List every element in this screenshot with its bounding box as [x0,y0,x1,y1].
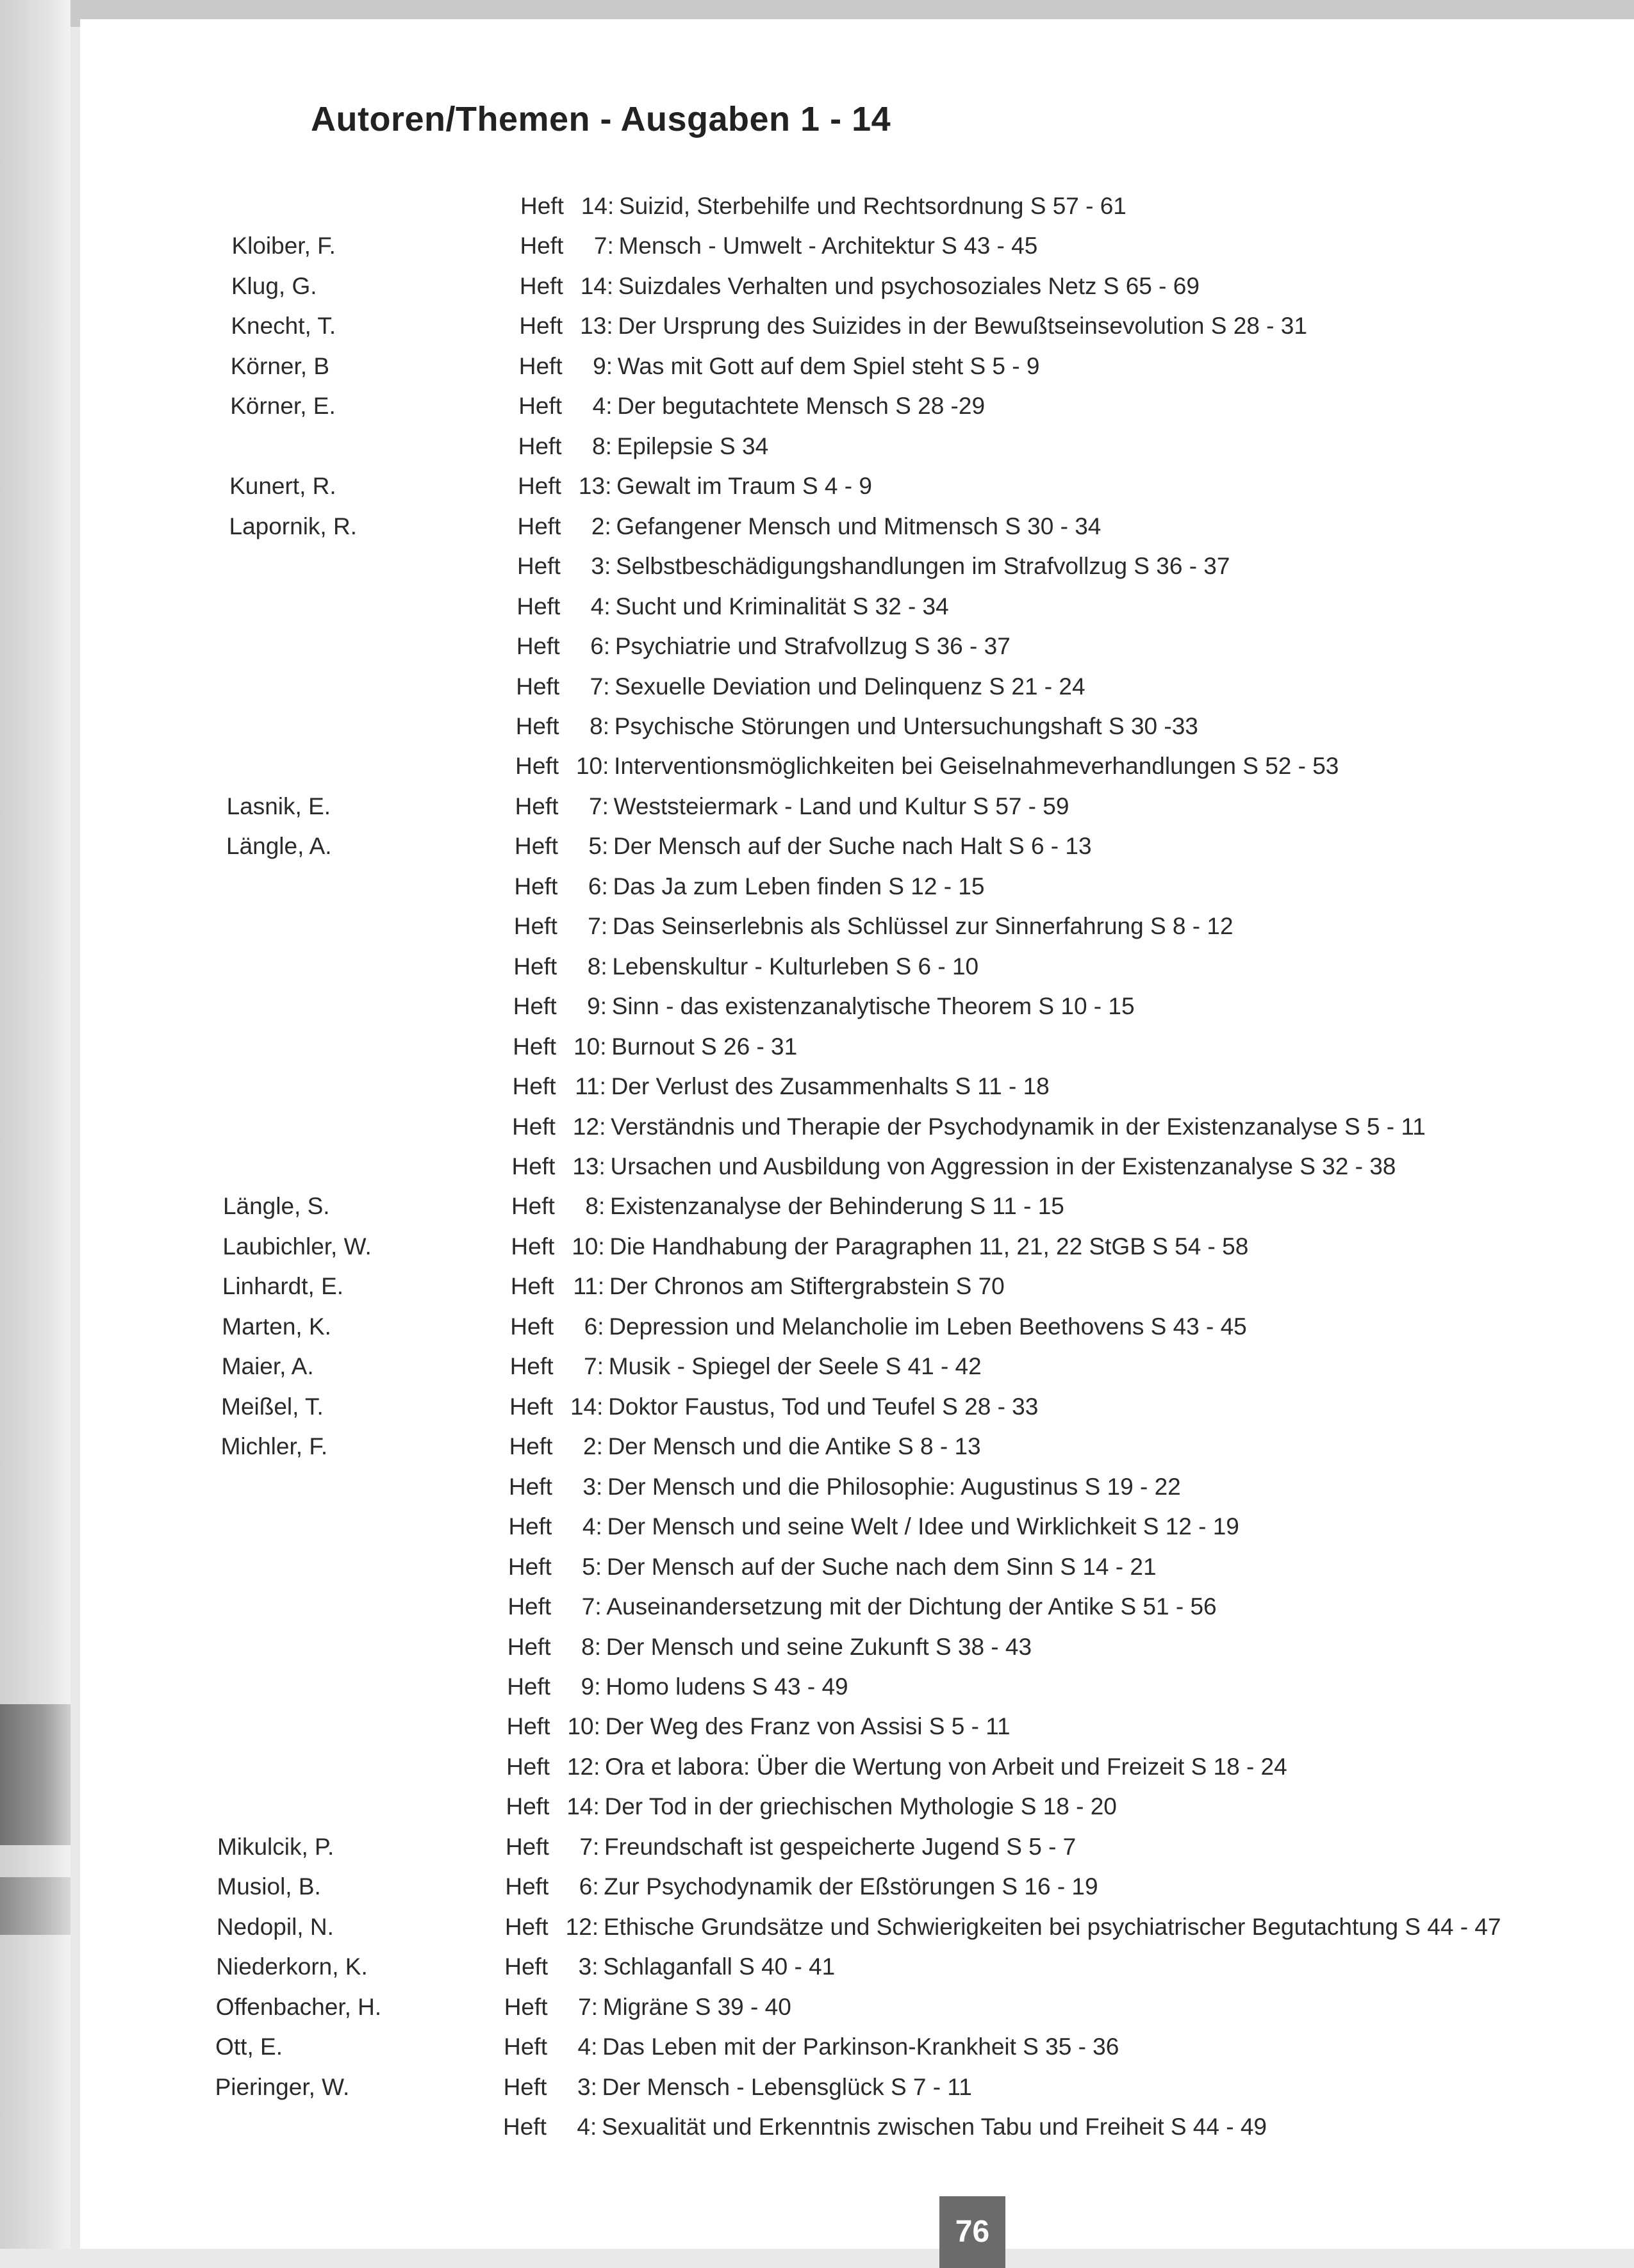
heft-label: Heft [508,1513,552,1540]
heft-number: 8 [587,953,601,980]
heft-label: Heft [509,1353,554,1380]
heft-label: Heft [506,1793,550,1820]
topic-title: Was mit Gott auf dem Spiel steht S 5 - 9 [617,352,1040,379]
author-name: Längle, A. [226,833,332,860]
heft-label: Heft [516,673,560,700]
topic-title: Das Seinserlebnis als Schlüssel zur Sinnerfahrung S 8 - 12 [612,913,1234,940]
issue-entry [518,513,1102,541]
heft-label: Heft [511,1153,556,1179]
document-page [80,19,1634,2249]
topic-title: Weststeiermark - Land und Kultur S 57 - 59 [613,793,1069,819]
issue-entry [520,272,1200,300]
heft-number: 3 [578,1953,592,1980]
separator: : [603,633,611,660]
separator: : [604,513,611,539]
topic-title: Sexuelle Deviation und Delinquenz S 21 - 24 [615,673,1085,700]
topic-title: Depression und Melancholie im Leben Beethovens S 43 - 45 [609,1313,1247,1340]
issue-entry [519,352,1040,381]
heft-number: 7 [581,1593,595,1620]
topic-title: Der Mensch auf der Suche nach dem Sinn S 14 - 21 [606,1553,1157,1580]
heft-number: 14 [581,193,607,219]
issue-entry [518,472,872,500]
topic-title: Der Mensch und seine Welt / Idee und Wirklichkeit S 12 - 19 [607,1513,1239,1540]
issue-entry [513,1072,1050,1101]
topic-title: Mensch - Umwelt - Architektur S 43 - 45 [618,233,1038,259]
heft-number: 8 [585,1193,598,1220]
heft-label: Heft [518,432,562,459]
separator: : [606,393,613,420]
issue-entry [515,793,1069,821]
separator: : [591,1913,599,1940]
topic-title: Sexualität und Erkenntnis zwischen Tabu und Freiheit S 44 - 49 [602,2114,1267,2140]
topic-title: Ora et labora: Über die Wertung von Arbeit und Freizeit S 18 - 24 [605,1753,1287,1780]
separator: : [600,913,608,940]
topic-title: Psychiatrie und Strafvollzug S 36 - 37 [615,633,1011,660]
issue-entry [514,873,984,901]
topic-title: Der Mensch und seine Zukunft S 38 - 43 [606,1633,1032,1660]
heft-number: 13 [578,473,606,500]
topic-title: Existenzanalyse der Behinderung S 11 - 15 [609,1193,1064,1220]
heft-number: 10 [575,753,603,780]
topic-title: Musik - Spiegel der Seele S 41 - 42 [608,1353,982,1380]
issue-entry [509,1393,1038,1421]
issue-entry [504,2033,1119,2061]
author-name: Kloiber, F. [231,233,336,259]
heft-label: Heft [513,913,557,940]
heft-label: Heft [506,1753,550,1780]
heft-label: Heft [518,393,563,420]
heft-number: 3 [577,2073,591,2100]
issue-entry [520,232,1037,260]
issue-entry [512,1153,1396,1181]
heft-number: 10 [572,1233,598,1260]
page-number: 76 [939,2196,1005,2268]
separator: : [600,953,607,980]
author-name: Offenbacher, H. [215,1993,382,2020]
issue-entry [505,1913,1501,1941]
heft-label: Heft [504,1913,549,1940]
issue-entry [508,1593,1216,1621]
separator: : [597,1393,604,1420]
author-name: Körner, E. [230,393,336,420]
author-name: Körner, B [230,352,330,379]
heft-number: 6 [584,1313,598,1340]
separator: : [600,993,607,1020]
heft-number: 7 [578,1993,591,2020]
heft-number: 12 [566,1753,594,1780]
heft-label: Heft [503,2114,547,2140]
separator: : [596,1433,603,1460]
separator: : [607,193,615,219]
topic-title: Gefangener Mensch und Mitmensch S 30 - 34 [616,513,1102,539]
heft-number: 14 [580,272,607,299]
separator: : [593,1713,600,1740]
topic-title: Interventionsmöglichkeiten bei Geiselnahmeverhandlungen S 52 - 53 [614,753,1339,780]
heft-label: Heft [516,593,561,620]
topic-title: Homo ludens S 43 - 49 [606,1673,848,1700]
heft-number: 11 [575,1073,600,1100]
heft-number: 8 [592,432,606,459]
topic-title: Sinn - das existenzanalytische Theorem S 10 - 15 [611,993,1135,1020]
separator: : [604,593,611,620]
author-name: Maier, A. [221,1353,314,1380]
separator: : [597,1353,604,1380]
author-name: Nedopil, N. [216,1913,334,1940]
heft-number: 10 [567,1713,594,1740]
topic-title: Psychische Störungen und Untersuchungshaft S 30 -33 [614,712,1198,739]
issue-entry [513,1033,797,1061]
issue-entry [507,1673,848,1701]
issue-entry [506,1793,1117,1821]
separator: : [595,1553,602,1580]
heft-number: 10 [574,1033,600,1060]
issue-entry [515,752,1339,780]
heft-label: Heft [513,953,557,980]
topic-title: Die Handhabung der Paragraphen 11, 21, 22 StGB S 54 - 58 [609,1233,1249,1260]
issue-entry [512,1113,1426,1141]
topic-title: Freundschaft ist gespeicherte Jugend S 5 - 7 [604,1833,1077,1860]
heft-number: 6 [579,1873,593,1900]
separator: : [602,753,609,780]
heft-number: 4 [592,393,606,420]
issue-entry [508,1513,1239,1541]
author-name: Knecht, T. [231,313,336,340]
heft-number: 2 [591,513,605,539]
topic-title: Der begutachtete Mensch S 28 -29 [617,393,986,420]
heft-label: Heft [504,1953,549,1980]
heft-label: Heft [508,1553,552,1580]
separator: : [595,1593,602,1620]
heft-number: 14 [566,1793,593,1820]
topic-title: Der Tod in der griechischen Mythologie S 18 - 20 [604,1793,1117,1820]
separator: : [595,1513,602,1540]
topic-title: Epilepsie S 34 [616,432,769,459]
heft-number: 5 [588,833,602,860]
topic-title: Der Ursprung des Suizides in der Bewußtseinsevolution S 28 - 31 [618,313,1307,340]
author-name: Pieringer, W. [215,2073,350,2100]
issue-entry [513,953,978,981]
issue-entry [508,1553,1157,1581]
issue-entry [515,832,1092,860]
heft-number: 13 [572,1153,599,1179]
heft-number: 4 [577,2114,590,2140]
heft-number: 8 [581,1633,595,1660]
separator: : [603,673,610,700]
issue-entry [506,1753,1287,1781]
heft-number: 7 [584,1353,597,1380]
author-name: Klug, G. [231,272,317,299]
topic-title: Lebenskultur - Kulturleben S 6 - 10 [612,953,979,980]
topic-title: Der Mensch und die Antike S 8 - 13 [607,1433,981,1460]
heft-label: Heft [513,1033,557,1060]
heft-number: 4 [582,1513,596,1540]
issue-entry [516,632,1011,661]
issue-entry [508,1633,1032,1661]
separator: : [598,1193,606,1220]
topic-title: Doktor Faustus, Tod und Teufel S 28 - 33 [608,1393,1039,1420]
heft-label: Heft [514,873,558,900]
separator: : [606,352,613,379]
author-name: Ott, E. [215,2034,283,2060]
heft-label: Heft [519,272,563,299]
heft-number: 7 [593,233,607,259]
heft-label: Heft [507,1673,551,1700]
issue-entry [518,392,985,420]
heft-number: 3 [582,1473,596,1500]
heft-number: 7 [588,793,602,819]
issue-entry [511,1272,1005,1301]
heft-label: Heft [504,1993,548,2020]
heft-number: 13 [580,313,607,340]
scan-shadow-band-lower [0,1877,70,1935]
separator: : [605,473,612,500]
heft-number: 8 [590,712,603,739]
topic-title: Der Weg des Franz von Assisi S 5 - 11 [605,1713,1011,1740]
issue-entry [506,1833,1076,1861]
author-name: Kunert, R. [229,473,336,500]
issue-entry [520,192,1126,220]
heft-label: Heft [517,513,561,539]
heft-number: 14 [570,1393,597,1420]
issue-entry [503,2113,1267,2141]
separator: : [602,712,609,739]
scan-shadow-band [0,1704,70,1845]
heft-label: Heft [509,1433,553,1460]
separator: : [594,1633,602,1660]
separator: : [597,1273,605,1300]
issue-entry [510,1352,982,1381]
topic-title: Der Mensch auf der Suche nach Halt S 6 - 13 [613,833,1092,860]
topic-title: Selbstbeschädigungshandlungen im Strafvollzug S 36 - 37 [615,553,1230,580]
author-name: Meißel, T. [221,1393,324,1420]
issue-entry [509,1473,1181,1501]
separator: : [606,272,614,299]
heft-label: Heft [512,1073,556,1100]
heft-label: Heft [516,553,561,580]
separator: : [592,1833,600,1860]
heft-number: 12 [565,1913,592,1940]
author-name: Laubichler, W. [222,1233,372,1260]
heft-number: 7 [579,1833,593,1860]
issue-entry [509,1433,981,1461]
heft-number: 3 [591,553,604,580]
separator: : [597,1313,604,1340]
author-name: Lasnik, E. [226,793,331,819]
heft-label: Heft [511,1233,555,1260]
heft-number: 5 [582,1553,595,1580]
separator: : [593,1793,600,1820]
heft-label: Heft [503,2073,547,2100]
page-title: Autoren/Themen - Ausgaben 1 - 14 [311,100,891,138]
topic-title: Burnout S 26 - 31 [611,1033,798,1060]
heft-number: 9 [581,1673,595,1700]
heft-label: Heft [515,793,559,819]
separator: : [599,1073,606,1100]
author-name: Linhardt, E. [222,1273,344,1300]
issue-entry [516,712,1198,741]
heft-label: Heft [512,1113,556,1140]
separator: : [596,1473,603,1500]
separator: : [591,1953,598,1980]
separator: : [590,2073,597,2100]
heft-number: 7 [588,913,601,940]
heft-number: 9 [587,993,600,1020]
separator: : [602,833,609,860]
topic-title: Der Chronos am Stiftergrabstein S 70 [609,1273,1005,1300]
separator: : [604,553,611,580]
issue-entry [511,1233,1248,1261]
heft-label: Heft [520,193,564,219]
heft-label: Heft [515,833,558,860]
heft-label: Heft [515,753,559,780]
heft-label: Heft [505,1873,549,1900]
topic-title: Auseinandersetzung mit der Dichtung der Antike S 51 - 56 [606,1593,1217,1620]
issue-entry [504,2073,972,2101]
separator: : [592,1873,599,1900]
separator: : [591,1993,598,2020]
separator: : [599,1113,606,1140]
topic-title: Der Mensch - Lebensglück S 7 - 11 [602,2073,972,2100]
topic-title: Ethische Grundsätze und Schwierigkeiten bei psychiatrischer Begutachtung S 44 - 47 [603,1913,1501,1940]
issue-entry [505,1873,1098,1901]
heft-label: Heft [510,1313,554,1340]
separator: : [606,313,613,340]
heft-label: Heft [518,473,561,500]
topic-title: Suizdales Verhalten und psychosoziales Netz S 65 - 69 [618,272,1200,299]
issue-entry [516,673,1085,701]
issue-entry [511,1192,1064,1220]
heft-number: 7 [590,673,604,700]
topic-title: Der Verlust des Zusammenhalts S 11 - 18 [611,1073,1050,1100]
author-name: Marten, K. [222,1313,331,1340]
topic-title: Der Mensch und die Philosophie: Augustinus S 19 - 22 [607,1473,1181,1500]
issue-entry [516,593,948,621]
heft-number: 12 [572,1113,600,1140]
topic-title: Gewalt im Traum S 4 - 9 [616,473,872,500]
separator: : [598,1153,606,1179]
issue-entry [514,912,1234,941]
topic-title: Das Leben mit der Parkinson-Krankheit S 35 - 36 [602,2034,1119,2060]
issue-entry [517,552,1230,580]
heft-label: Heft [506,1713,550,1740]
heft-number: 6 [588,873,602,900]
heft-label: Heft [513,993,557,1020]
heft-label: Heft [507,1633,551,1660]
topic-title: Das Ja zum Leben finden S 12 - 15 [613,873,985,900]
heft-label: Heft [508,1593,552,1620]
author-name: Michler, F. [220,1433,328,1460]
topic-title: Verständnis und Therapie der Psychodynamik in der Existenzanalyse S 5 - 11 [611,1113,1426,1140]
issue-entry [510,1313,1247,1341]
heft-label: Heft [504,2034,547,2060]
heft-number: 4 [577,2034,591,2060]
issue-entry [513,992,1135,1021]
heft-label: Heft [516,633,560,660]
heft-label: Heft [519,313,563,340]
separator: : [593,1753,600,1780]
topic-title: Migräne S 39 - 40 [602,1993,791,2020]
separator: : [600,1033,607,1060]
heft-label: Heft [518,352,563,379]
separator: : [594,1673,601,1700]
topic-title: Schlaganfall S 40 - 41 [603,1953,836,1980]
author-name: Musiol, B. [217,1873,321,1900]
issue-entry [504,1993,791,2021]
topic-title: Suizid, Sterbehilfe und Rechtsordnung S 57 - 61 [619,193,1126,219]
heft-label: Heft [505,1833,549,1860]
heft-number: 9 [593,352,606,379]
separator: : [607,233,614,259]
separator: : [601,873,608,900]
heft-number: 6 [590,633,604,660]
heft-label: Heft [515,712,559,739]
heft-number: 4 [590,593,604,620]
separator: : [590,2114,597,2140]
issue-entry [518,432,769,461]
heft-label: Heft [511,1193,555,1220]
heft-label: Heft [509,1473,552,1500]
author-name: Längle, S. [222,1193,330,1220]
author-name: Niederkorn, K. [216,1953,368,1980]
separator: : [605,432,612,459]
separator: : [591,2034,598,2060]
author-name: Mikulcik, P. [217,1833,334,1860]
scan-left-edge [0,0,70,2249]
heft-label: Heft [520,233,564,259]
topic-title: Ursachen und Ausbildung von Aggression in der Existenzanalyse S 32 - 38 [610,1153,1396,1179]
heft-label: Heft [509,1393,553,1420]
heft-number: 11 [573,1273,598,1300]
issue-entry [507,1713,1011,1741]
separator: : [602,793,609,819]
topic-title: Zur Psychodynamik der Eßstörungen S 16 - 19 [604,1873,1098,1900]
author-name: Lapornik, R. [229,513,357,539]
issue-entry [519,312,1307,340]
heft-label: Heft [510,1273,554,1300]
separator: : [598,1233,605,1260]
topic-title: Sucht und Kriminalität S 32 - 34 [615,593,949,620]
heft-number: 2 [582,1433,597,1460]
issue-entry [504,1953,835,1981]
